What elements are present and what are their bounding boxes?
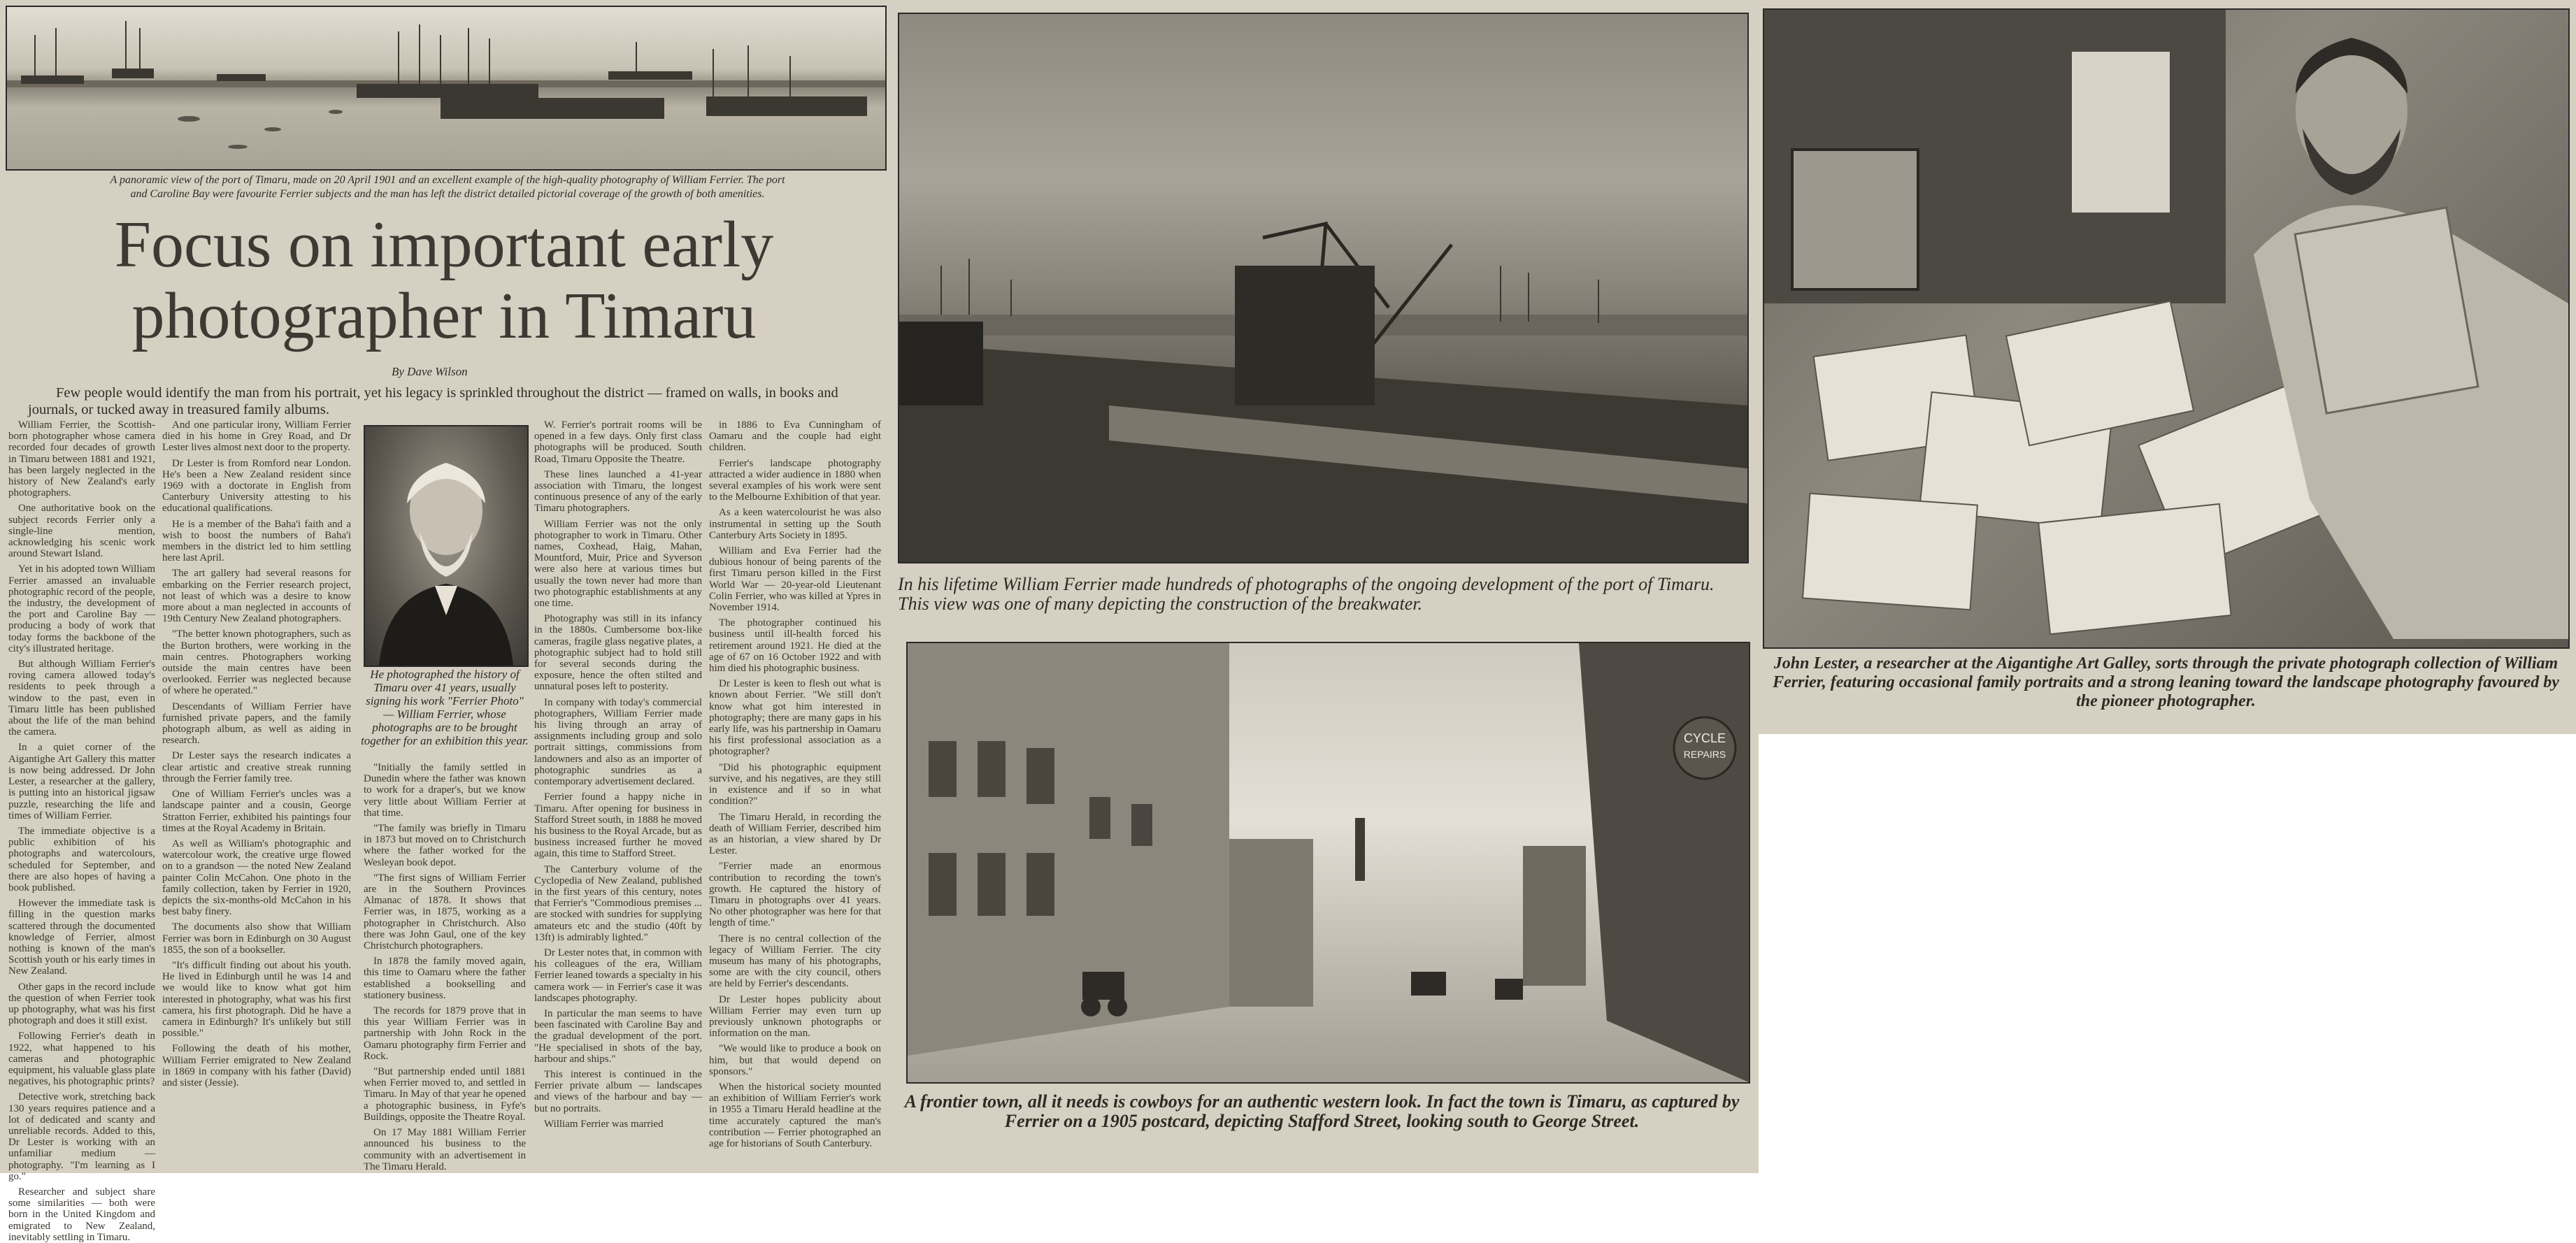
portrait-caption: He photographed the history of Timaru over 41 years, usually signing his work "Ferrier Photo" — William Ferrier, whose photographs are to be brought together for an exhibition this year. xyxy=(361,668,529,747)
column-2-paragraph: Dr Lester says the research indicates a clear artistic and creative streak running through the Ferrier family tree. xyxy=(162,750,351,784)
ferrier-portrait-photo xyxy=(364,425,529,667)
john-lester-photo xyxy=(1763,8,2570,649)
column-4-paragraph: In company with today's commercial photographers, William Ferrier made his living through an array of assignments including group and solo portrait sittings, commissions from landowners and also as an importer of photographic sundries as a contemporary advertisement declared. xyxy=(534,696,702,788)
street-drawing xyxy=(908,643,1749,1082)
column-2-paragraph: The art gallery had several reasons for embarking on the Ferrier research project, not least of which was a desire to know more about a man neglected in accounts of 19th Century New Zealand photographers. xyxy=(162,568,351,625)
column-1-paragraph: Researcher and subject share some similarities — both were born in the United Kingdom and emigrated to New Zealand, inevitably settling in Timaru. xyxy=(8,1186,155,1243)
column-4-paragraph: W. Ferrier's portrait rooms will be opened in a few days. Only first class photographs will be produced. South Road, Timaru Opposite the Theatre. xyxy=(534,419,702,465)
column-5-paragraph: Dr Lester hopes publicity about William Ferrier may even turn up previously unknown photographs or information on the man. xyxy=(709,993,881,1040)
column-5-paragraph: Ferrier's landscape photography attracted a wider audience in 1880 when several examples of his work were sent to the Melbourne Exhibition of that year. xyxy=(709,457,881,503)
column-2-paragraph: He is a member of the Baha'i faith and a wish to boost the numbers of Baha'i members in the district led to him settling here last April. xyxy=(162,518,351,564)
article-column-4 xyxy=(534,419,702,1167)
headline-line-2: photographer in Timaru xyxy=(131,280,757,352)
breakwater-drawing xyxy=(899,14,1747,562)
lester-caption: John Lester, a researcher at the Aigantighe Art Galley, sorts through the private photograph collection of William Ferrier, featuring occasional family portraits and a strong leaning toward the landscape photography favoured by the pioneer photographer. xyxy=(1773,654,2559,710)
column-4-paragraph: Dr Lester notes that, in common with his colleagues of the era, William Ferrier leaned towards a specialty in his camera work — in Ferrier's case it was landscapes photography. xyxy=(534,947,702,1004)
column-5-paragraph: Dr Lester is keen to flesh out what is known about Ferrier. "We still don't know what got him interested in photography; there are many gaps in his early life, was his partnership in Oamaru his first professional association as a photographer? xyxy=(709,678,881,758)
column-2-paragraph: As well as William's photographic and watercolour work, the creative urge flowed on to a grandson — the noted New Zealand painter Colin McCahon. One photo in the family collection, taken by Ferrier in 1920, depicts the six-months-old McCahon in his best baby finery. xyxy=(162,838,351,918)
column-2-paragraph: And one particular irony, William Ferrier died in his home in Grey Road, and Dr Lester lives almost next door to the property. xyxy=(162,419,351,454)
column-5-paragraph: The Timaru Herald, in recording the death of William Ferrier, described him as an historian, a view shared by Dr Lester. xyxy=(709,811,881,857)
column-1-paragraph: The immediate objective is a public exhibition of his photographs and watercolours, scheduled for September, and there are also hopes of having a book published. xyxy=(8,825,155,893)
column-3-paragraph: "Initially the family settled in Dunedin where the father was known to work for a draper's, but we know very little about William Ferrier at that time. xyxy=(364,762,526,819)
column-2-paragraph: "It's difficult finding out about his youth. He lived in Edinburgh until he was 14 and we would like to know what got him interested in photography, what was his first camera, his first photograph. Did he have a camera in Edinburgh? It's unlikely but still possible." xyxy=(162,959,351,1040)
panorama-caption: A panoramic view of the port of Timaru, made on 20 April 1901 and an excellent example of the high-quality photography of William Ferrier. The port and Caroline Bay were favourite Ferrier subjects and the man has left the district detailed pictorial coverage of the growth of both amenities. xyxy=(110,174,785,200)
column-4-paragraph: In particular the man seems to have been fascinated with Caroline Bay and the gradual development of the port. "He specialised in shots of the bay, harbour and ships." xyxy=(534,1007,702,1065)
column-4-paragraph: The Canterbury volume of the Cyclopedia of New Zealand, published in the first years of this century, notes that Ferrier's "Commodious premises ... are stocked with sundries for supplying amateurs etc and the studio (40ft by 13ft) is admirably lighted." xyxy=(534,863,702,943)
standfirst: Few people would identify the man from his portrait, yet his legacy is sprinkled throughout the district — framed on walls, in books and journals, or tucked away in treasured family albums. xyxy=(28,385,838,417)
column-1-paragraph: In a quiet corner of the Aigantighe Art Gallery this matter is now being addressed. Dr John Lester, a researcher at the gallery, is putting into an historical jigsaw puzzle, researching the life and times of William Ferrier. xyxy=(8,742,155,821)
column-1-paragraph: William Ferrier, the Scottish-born photographer whose camera recorded four decades of growth in Timaru between 1881 and 1921, has been largely neglected in the history of New Zealand's early photographers. xyxy=(8,419,155,499)
lester-drawing xyxy=(1764,10,2568,647)
street-caption: A frontier town, all it needs is cowboys for an authentic western look. In fact the town is Timaru, as captured by Ferrier on a 1905 postcard, depicting Stafford Street, looking south to George Street. xyxy=(904,1091,1740,1131)
headline-line-1: Focus on important early xyxy=(114,208,774,281)
column-3-paragraph: On 17 May 1881 William Ferrier announced his business to the community with an advertisement in The Timaru Herald. xyxy=(364,1127,526,1172)
column-2-paragraph: Descendants of William Ferrier have furnished private papers, and the family photograph album, as well as aiding in research. xyxy=(162,700,351,747)
newspaper-page-left xyxy=(0,0,888,1243)
column-5-paragraph: As a keen watercolourist he was also instrumental in setting up the South Canterbury Arts Society in 1895. xyxy=(709,507,881,541)
column-2-paragraph: The documents also show that William Ferrier was born in Edinburgh on 30 August 1855, the son of a bookseller. xyxy=(162,921,351,956)
column-4-paragraph: Photography was still in its infancy in the 1880s. Cumbersome box-like cameras, fragile glass negative plates, a photographic subject had to hold still for several seconds during the exposure, hence the often stilted and unnatural poses left to posterity. xyxy=(534,613,702,693)
column-3-paragraph: "The family was briefly in Timaru in 1873 but moved on to Christchurch where the father worked for the Wesleyan book depot. xyxy=(364,823,526,868)
column-1-paragraph: Detective work, stretching back 130 years requires patience and a lot of dedicated and scanty and unreliable records. Added to this, Dr Lester is working with an unfamiliar medium — photography. "I'm learning as I go." xyxy=(8,1091,155,1182)
column-3-paragraph: "The first signs of William Ferrier are in the Southern Provinces Almanac of 1878. It shows that Ferrier was, in 1875, working as a photographer in Christchurch. Also there was John Gaul, one of the key Christchurch photographers. xyxy=(364,872,526,952)
column-5-paragraph: William and Eva Ferrier had the dubious honour of being parents of the first Timaru person killed in the First World War — 20-year-old Lieutenant Colin Ferrier, who was killed at Ypres in November 1914. xyxy=(709,545,881,614)
breakwater-caption: In his lifetime William Ferrier made hundreds of photographs of the ongoing development of the port of Timaru. This view was one of many depicting the construction of the breakwater. xyxy=(898,574,1715,614)
column-1-paragraph: Other gaps in the record include the question of when Ferrier took up photography, what was his first photograph and does it still exist. xyxy=(8,981,155,1027)
column-4-paragraph: William Ferrier was not the only photographer to work in Timaru. Other names, Coxhead, Haig, Mahan, Mountford, Muir, Price and Syverson were also here at various times but usually the town never had more than two photographic establishments at any one time. xyxy=(534,518,702,610)
column-5-paragraph: "Did his photographic equipment survive, and his negatives, are they still in existence and if so in what condition?" xyxy=(709,761,881,807)
column-1-paragraph: Following Ferrier's death in 1922, what happened to his cameras and photographic equipment, his valuable glass plate negatives, his photographic prints? xyxy=(8,1030,155,1088)
column-3-paragraph: In 1878 the family moved again, this time to Oamaru where the father established a bookselling and stationery business. xyxy=(364,956,526,1001)
newspaper-page-middle xyxy=(888,0,1759,1173)
article-column-1 xyxy=(8,419,155,1243)
portrait-drawing xyxy=(365,426,527,666)
column-1-paragraph: But although William Ferrier's roving camera allowed today's residents to peek through a window to the past, even in Timaru little has been published about the life of the man behind the camera. xyxy=(8,659,155,738)
byline: By Dave Wilson xyxy=(392,365,468,378)
stafford-street-postcard-photo xyxy=(906,642,1750,1084)
column-2-paragraph: Dr Lester is from Romford near London. He's been a New Zealand resident since 1969 with a doctorate in English from Canterbury University attesting to his educational qualifications. xyxy=(162,457,351,515)
column-2-paragraph: Following the death of his mother, William Ferrier emigrated to New Zealand in 1869 in company with his father (David) and sister (Jessie). xyxy=(162,1043,351,1088)
article-column-2 xyxy=(162,419,351,1167)
column-3-paragraph: "But partnership ended until 1881 when Ferrier moved to, and settled in Timaru. In May of that year he opened a photographic business, in Fyfe's Buildings, opposite the Theatre Royal. xyxy=(364,1066,526,1123)
column-2-paragraph: One of William Ferrier's uncles was a landscape painter and a cousin, George Stratton Ferrier, exhibited his paintings four times at the Royal Academy in Britain. xyxy=(162,789,351,834)
harbour-panorama-photo xyxy=(6,6,887,171)
column-1-paragraph: Yet in his adopted town William Ferrier amassed an invaluable photographic record of the people, the industry, the development of the port and Caroline Bay — producing a body of work that today forms the backbone of the city's illustrated heritage. xyxy=(8,563,155,654)
column-4-paragraph: These lines launched a 41-year association with Timaru, the longest continuous presence of any of the early Timaru photographers. xyxy=(534,468,702,515)
cycle-sign-text: CYCLE xyxy=(1683,731,1726,745)
column-3-paragraph: The records for 1879 prove that in this year William Ferrier was in partnership with John Rock in the Oamaru photography firm Ferrier and Rock. xyxy=(364,1005,526,1062)
column-5-paragraph: "Ferrier made an enormous contribution to recording the town's growth. He captured the history of Timaru in photographs over 41 years. No other photographer was here for that length of time." xyxy=(709,861,881,929)
article-column-3 xyxy=(364,762,526,1172)
harbour-panorama-drawing xyxy=(7,7,885,169)
breakwater-construction-photo xyxy=(898,13,1749,563)
column-1-paragraph: One authoritative book on the subject records Ferrier only a single-line mention, acknowledging his scenic work around Stewart Island. xyxy=(8,503,155,560)
svg-text:REPAIRS: REPAIRS xyxy=(1683,749,1726,760)
column-5-paragraph: in 1886 to Eva Cunningham of Oamaru and the couple had eight children. xyxy=(709,419,881,454)
article-column-5 xyxy=(709,419,881,1167)
column-5-paragraph: When the historical society mounted an exhibition of William Ferrier's work in 1955 a Timaru Herald headline at the time accurately captured the man's contribution — Ferrier photographed an age for historians of South Canterbury. xyxy=(709,1081,881,1149)
column-5-paragraph: "We would like to produce a book on him, but that would depend on sponsors." xyxy=(709,1043,881,1077)
column-2-paragraph: "The better known photographers, such as the Burton brothers, were working in the main centres. Photographers working outside the main centres have been overlooked. Ferrier was neglected because of where he operated." xyxy=(162,628,351,697)
column-1-paragraph: However the immediate task is filling in the question marks scattered through the documented knowledge of Ferrier, almost nothing is known of the man's Scottish youth or his early times in New Zealand. xyxy=(8,898,155,977)
column-4-paragraph: William Ferrier was married xyxy=(544,1118,664,1130)
column-5-paragraph: There is no central collection of the legacy of William Ferrier. The city museum has many of his photographs, some are with the city council, others are held by Ferrier's descendants. xyxy=(709,933,881,990)
column-4-paragraph: Ferrier found a happy niche in Timaru. After opening for business in Stafford Street south, in 1888 he moved his business to the Royal Arcade, but as business increased further he moved again, this time to Stafford Street. xyxy=(534,791,702,860)
newspaper-page-right xyxy=(1759,0,2576,734)
column-4-paragraph: This interest is continued in the Ferrier private album — landscapes and views of the harbour and bay — but no portraits. xyxy=(534,1068,702,1114)
column-5-paragraph: The photographer continued his business until ill-health forced his retirement around 1921. He died at the age of 67 on 16 October 1922 and with him died his photographic business. xyxy=(709,617,881,675)
